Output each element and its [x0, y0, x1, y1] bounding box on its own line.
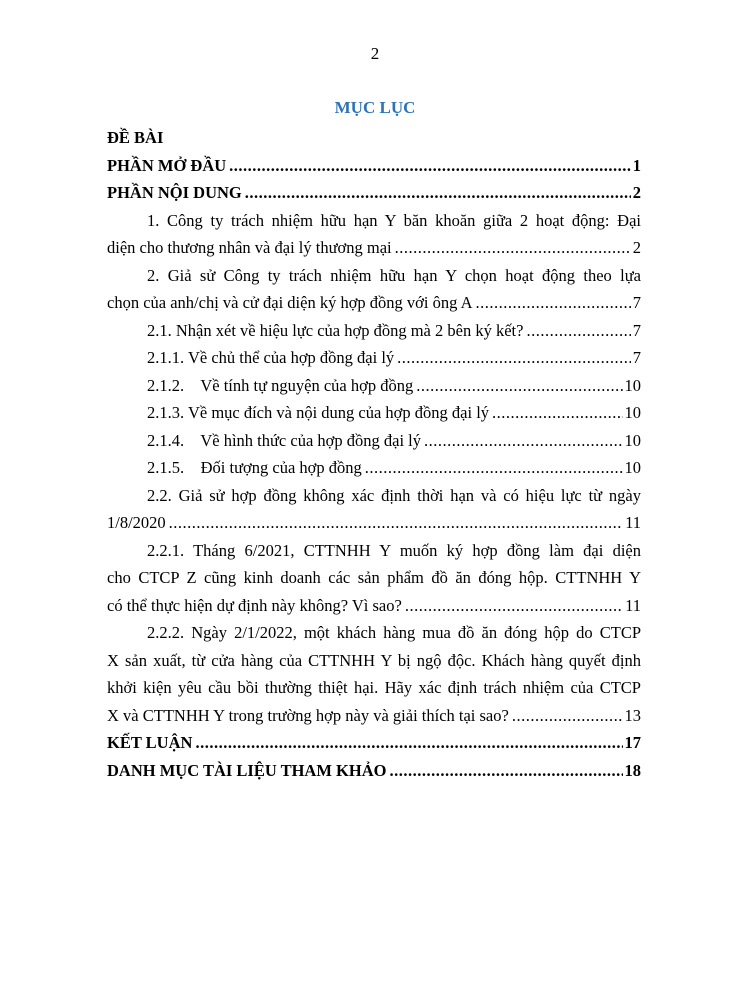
dot-leader: [416, 372, 622, 400]
dot-leader: [389, 757, 622, 785]
dot-leader: [229, 152, 631, 180]
toc-title: MỤC LỤC: [334, 98, 416, 117]
page-ref: 7: [632, 293, 641, 312]
page-ref: 2: [632, 238, 641, 257]
toc-entry-section-2-1-1[interactable]: 2.1.1. Về chủ thể của hợp đồng đại lý ..... 7: [107, 344, 641, 372]
page-ref: 10: [624, 375, 641, 395]
toc-entry-section-2-1-5[interactable]: 2.1.5. Đối tượng của hợp đồng ..... 10: [107, 454, 641, 482]
toc-entry-section-2-1-3[interactable]: 2.1.3. Về mục đích và nội dung của hợp đồng đại lý ..... 10: [107, 399, 641, 427]
dot-leader: [397, 344, 631, 372]
page-ref: 2: [632, 183, 641, 202]
page-ref: 7: [632, 348, 641, 367]
toc-entry-noi-dung[interactable]: PHẦN NỘI DUNG ..... 2: [107, 179, 641, 207]
toc-entry-section-2-1-4[interactable]: 2.1.4. Về hình thức của hợp đồng đại lý ..... 10: [107, 427, 641, 455]
page-ref: 11: [625, 513, 641, 532]
dot-leader: [405, 592, 623, 620]
page-ref: 7: [632, 320, 641, 340]
dot-leader: [475, 289, 630, 317]
page-ref: 10: [624, 403, 641, 422]
toc-entry-de-bai[interactable]: ĐỀ BÀI: [107, 128, 164, 147]
page-ref: 10: [624, 458, 641, 477]
table-of-contents: [107, 124, 641, 784]
dot-leader: [526, 317, 630, 345]
page-ref: 11: [625, 595, 641, 615]
dot-leader: [492, 399, 622, 427]
dot-leader: [424, 427, 623, 455]
dot-leader: [195, 729, 622, 757]
dot-leader: [169, 509, 623, 537]
dot-leader: [395, 234, 631, 262]
page-ref: 1: [632, 155, 641, 175]
dot-leader: [365, 454, 623, 482]
page-ref: 17: [624, 733, 641, 752]
toc-entry-ket-luan[interactable]: KẾT LUẬN ..... 17: [107, 729, 641, 757]
toc-entry-section-2-2[interactable]: 2.2. Giả sử hợp đồng không xác định thời hạn và có hiệu lực từ ngày 1/8/2020 ..... 11: [107, 482, 641, 537]
dot-leader: [245, 179, 631, 207]
page-ref: 18: [624, 760, 641, 780]
page-ref: 10: [624, 430, 641, 450]
toc-entry-mo-dau[interactable]: PHẦN MỞ ĐẦU ..... 1: [107, 152, 641, 180]
toc-entry-section-2-2-1[interactable]: 2.2.1. Tháng 6/2021, CTTNHH Y muốn ký hợp đồng làm đại diện cho CTCP Z cũng kinh doanh các sản phẩm đồ ăn đóng hộp. CTTNHH Y có thể thực hiện dự định này không? Vì sao? ..... 11: [107, 537, 641, 620]
toc-entry-section-2-2-2[interactable]: 2.2.2. Ngày 2/1/2022, một khách hàng mua đồ ăn đóng hộp do CTCP X sản xuất, từ cửa hàng của CTTNHH Y bị ngộ độc. Khách hàng quyết định khởi kiện yêu cầu bồi thường thiệt hại. Hãy xác định trách nhiệm của CTCP X và CTTNHH Y trong trường hợp này và giải thích tại sao? ..... 13: [107, 619, 641, 729]
toc-entry-tai-lieu[interactable]: DANH MỤC TÀI LIỆU THAM KHẢO ..... 18: [107, 757, 641, 785]
toc-entry-section-2-1-2[interactable]: 2.1.2. Về tính tự nguyện của hợp đồng ..... 10: [107, 372, 641, 400]
toc-entry-section-2-1[interactable]: 2.1. Nhận xét về hiệu lực của hợp đồng mà 2 bên ký kết? ..... 7: [107, 317, 641, 345]
toc-entry-section-2[interactable]: 2. Giả sử Công ty trách nhiệm hữu hạn Y chọn hoạt động theo lựa chọn của anh/chị và cử đại diện ký hợp đồng với ông A ..... 7: [107, 262, 641, 317]
page-number: 2: [370, 44, 380, 63]
dot-leader: [512, 702, 623, 730]
page-ref: 13: [624, 705, 641, 725]
toc-entry-section-1[interactable]: 1. Công ty trách nhiệm hữu hạn Y băn khoăn giữa 2 hoạt động: Đại diện cho thương nhân và đại lý thương mại ..... 2: [107, 207, 641, 262]
